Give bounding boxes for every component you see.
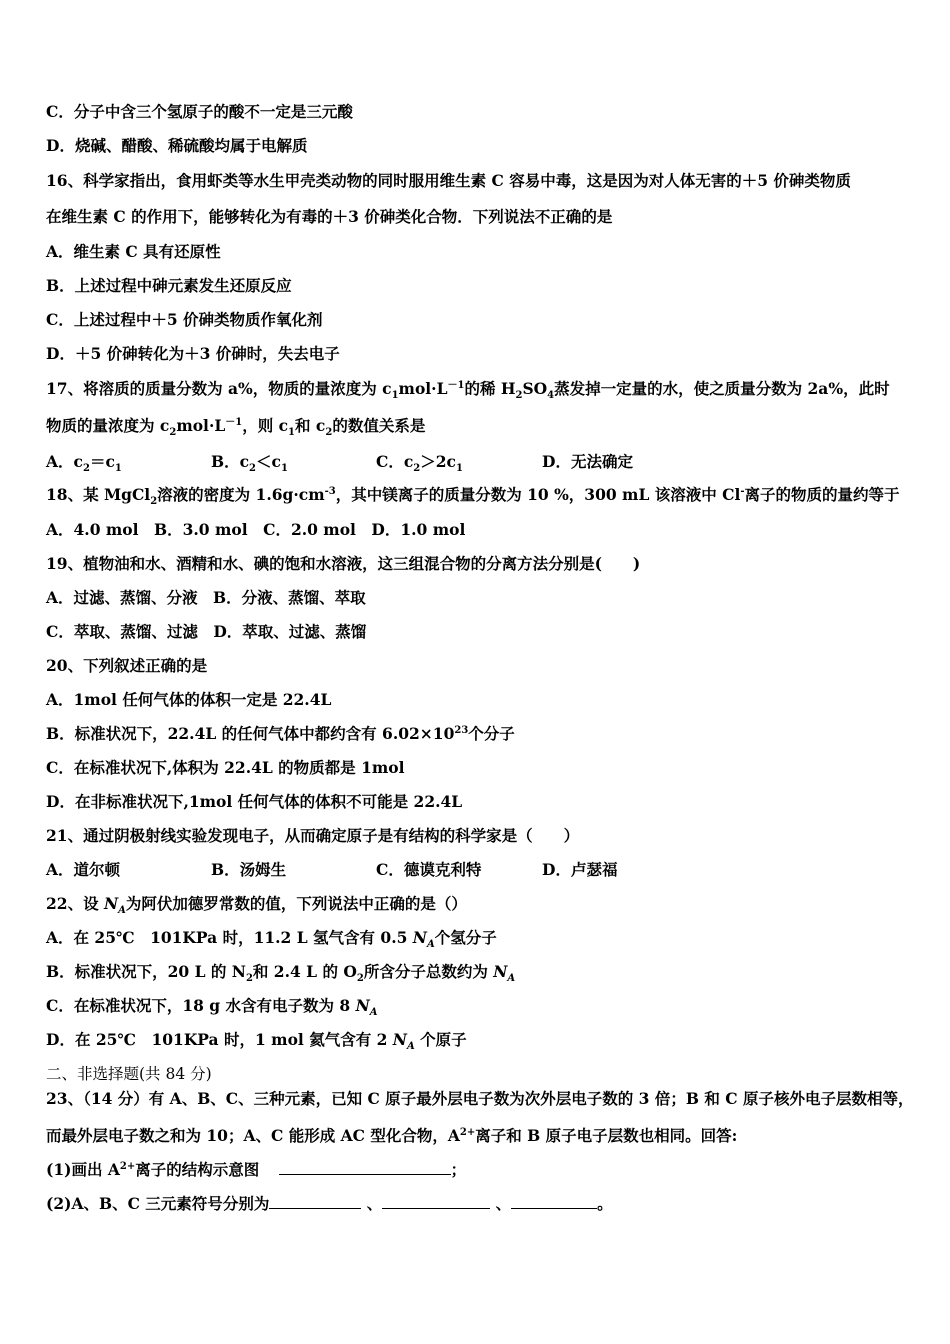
q21-option-b: B．汤姆生	[211, 860, 287, 879]
q22-option-b: B．标准状况下，20 L 的 $N_2$和 2.4 L 的 $O_2$所含分子总数约为 $N_A$	[46, 962, 516, 985]
q18-options: A．4.0 mol B．3.0 mol C．2.0 mol D．1.0 mol	[46, 520, 466, 539]
q17-stem-line1: 17、将溶质的质量分数为 a%，物质的量浓度为 $c_1mol\cdot L^{-1}$的稀 $H_2SO_4$蒸发掉一定量的水，使之质量分数为 2a%，此时	[46, 379, 890, 402]
q17-option-b: B．$c_2<c_1$	[211, 452, 288, 475]
q22-option-c: C．在标准状况下，18 g 水含有电子数为 8 $N_A$	[46, 996, 378, 1019]
q16-option-d: D．＋5 价砷转化为＋3 价砷时，失去电子	[46, 344, 340, 363]
q23-part2: (2)A、B、C 三元素符号分别为 、 、 。	[46, 1194, 613, 1213]
q16-option-c: C．上述过程中＋5 价砷类物质作氧化剂	[46, 310, 323, 329]
q18-stem: 18、某 MgCl$_2$溶液的密度为 $1.6g\cdot cm^{-3}$，其中镁离子的质量分数为 10 %，300 mL 该溶液中 Cl-离子的物质的量约等于	[46, 485, 900, 508]
q20-option-d: D．在非标准状况下,1mol 任何气体的体积不可能是 22.4L	[46, 792, 463, 811]
q21-option-a: A．道尔顿	[46, 860, 121, 879]
q23-part2-blank-b[interactable]	[382, 1194, 490, 1209]
q19-stem: 19、植物油和水、酒精和水、碘的饱和水溶液，这三组混合物的分离方法分别是( )	[46, 554, 641, 573]
q15-option-c: C．分子中含三个氢原子的酸不一定是三元酸	[46, 102, 353, 121]
q20-option-b: B．标准状况下，22.4L 的任何气体中都约含有 $6.02\times 10^{23}$个分子	[46, 724, 515, 743]
q20-option-c: C．在标准状况下,体积为 22.4L 的物质都是 1mol	[46, 758, 405, 777]
q19-options-ab: A．过滤、蒸馏、分液 B．分液、蒸馏、萃取	[46, 588, 366, 607]
q15-option-d: D．烧碱、醋酸、稀硫酸均属于电解质	[46, 136, 308, 155]
q20-stem: 20、下列叙述正确的是	[46, 656, 208, 675]
q17-option-d: D．无法确定	[542, 452, 633, 471]
q23-stem-line2: 而最外层电子数之和为 10；A、C 能形成 AC 型化合物，$A^{2+}$离子和 B 原子电子层数也相同。回答:	[46, 1126, 738, 1145]
q21-stem: 21、通过阴极射线实验发现电子，从而确定原子是有结构的科学家是（ ）	[46, 826, 580, 845]
q23-part1: (1)画出 $A^{2+}$离子的结构示意图 ；	[46, 1160, 467, 1179]
q23-part2-blank-a[interactable]	[269, 1194, 361, 1209]
q23-part2-blank-c[interactable]	[511, 1194, 597, 1209]
q22-option-a: A．在 25℃ 101KPa 时，11.2 L 氢气含有 0.5 $N_A$个氢分子	[46, 928, 497, 951]
q17-option-c: C．$c_2>2c_1$	[376, 452, 463, 475]
q19-options-cd: C．萃取、蒸馏、过滤 D．萃取、过滤、蒸馏	[46, 622, 367, 641]
q23-stem-line1: 23、（14 分）有 A、B、C、三种元素，已知 C 原子最外层电子数为次外层电子数的 3 倍；B 和 C 原子核外电子层数相等，	[46, 1089, 914, 1108]
q16-option-a: A．维生素 C 具有还原性	[46, 242, 221, 261]
section-2-title: 二、非选择题(共 84 分)	[46, 1065, 212, 1083]
q23-part1-answer-blank[interactable]	[279, 1160, 451, 1175]
q22-option-d: D．在 25℃ 101KPa 时，1 mol 氦气含有 2 $N_A$ 个原子	[46, 1030, 467, 1053]
q17-stem-line2: 物质的量浓度为 $c_2mol\cdot L^{-1}$，则 $c_1$和 $c_2$的数值关系是	[46, 416, 426, 439]
q16-option-b: B．上述过程中砷元素发生还原反应	[46, 276, 292, 295]
q16-stem-line1: 16、科学家指出，食用虾类等水生甲壳类动物的同时服用维生素 C 容易中毒，这是因为对人体无害的＋5 价砷类物质	[46, 171, 851, 190]
q16-stem-line2: 在维生素 C 的作用下，能够转化为有毒的＋3 价砷类化合物．下列说法不正确的是	[46, 207, 613, 226]
q20-option-a: A．1mol 任何气体的体积一定是 22.4L	[46, 690, 332, 709]
q22-stem: 22、设 $N_A$为阿伏加德罗常数的值，下列说法中正确的是（）	[46, 894, 467, 917]
q21-option-d: D．卢瑟福	[542, 860, 618, 879]
q17-option-a: A．$c_2=c_1$	[46, 452, 122, 475]
q21-option-c: C．德谟克利特	[376, 860, 482, 879]
